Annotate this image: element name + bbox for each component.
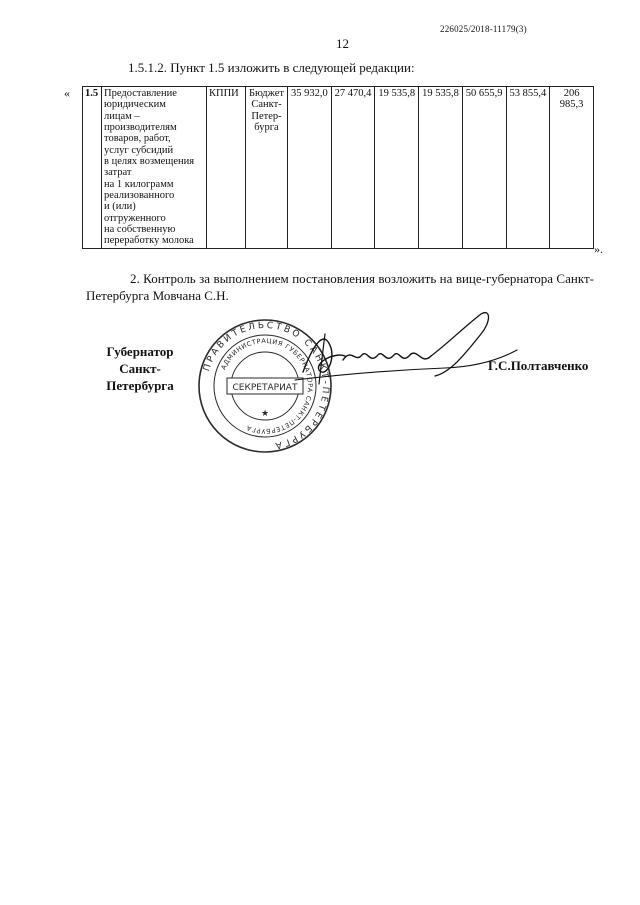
description-line: затрат bbox=[104, 167, 132, 179]
row-executor: КППИ bbox=[207, 87, 246, 249]
governor-title bbox=[86, 344, 194, 395]
description-line: лицам – bbox=[104, 110, 140, 122]
description-line: отгруженного bbox=[104, 212, 166, 224]
row-description bbox=[102, 87, 207, 249]
source-line: Петер- bbox=[251, 110, 282, 122]
amendment-table bbox=[82, 86, 594, 249]
seal-outer-text: ПРАВИТЕЛЬСТВО САНКТ-ПЕТЕРБУРГА bbox=[202, 320, 331, 451]
row-funding-source bbox=[246, 87, 288, 249]
description-line: Предоставление bbox=[104, 88, 177, 99]
opening-quote: « bbox=[64, 86, 70, 100]
table-row bbox=[83, 87, 594, 249]
row-value: 50 655,9 bbox=[462, 87, 506, 249]
row-value: 53 855,4 bbox=[506, 87, 550, 249]
source-line: Бюджет bbox=[248, 88, 285, 99]
row-number: 1.5 bbox=[83, 87, 102, 249]
description-line: и (или) bbox=[104, 201, 136, 213]
seal-star-icon: ★ bbox=[260, 408, 270, 418]
description-line: товаров, работ, bbox=[104, 133, 171, 145]
source-line: бурга bbox=[254, 121, 279, 133]
description-line: на собственную bbox=[104, 223, 176, 235]
description-line: услуг субсидий bbox=[104, 144, 174, 156]
governor-title-line: Губернатор bbox=[106, 344, 174, 359]
closing-quote: ». bbox=[594, 242, 603, 256]
description-line: реализованного bbox=[104, 189, 175, 201]
row-total: 206 985,3 bbox=[550, 87, 594, 249]
row-value: 19 535,8 bbox=[375, 87, 419, 249]
intro-paragraph: 1.5.1.2. Пункт 1.5 изложить в следующей редакции: bbox=[128, 60, 415, 75]
description-line: переработку молока bbox=[104, 235, 194, 247]
governor-name: Г.С.Полтавченко bbox=[488, 358, 589, 373]
document-id: 226025/2018-11179(3) bbox=[440, 24, 527, 34]
page-number: 12 bbox=[336, 36, 349, 51]
row-value: 27 470,4 bbox=[331, 87, 375, 249]
seal-center-text: СЕКРЕТАРИАТ bbox=[232, 383, 298, 393]
description-line: производителям bbox=[104, 121, 177, 133]
source-line: Санкт- bbox=[251, 99, 282, 111]
control-paragraph: 2. Контроль за выполнением постановления возложить на вице-губернатора Санкт-Петербурга Мовчана С.Н. bbox=[86, 271, 594, 304]
seal-inner-text: АДМИНИСТРАЦИЯ ГУБЕРНАТОРА САНКТ-ПЕТЕРБУРГА bbox=[219, 336, 315, 436]
description-line: на 1 килограмм bbox=[104, 178, 174, 190]
description-line: юридическим bbox=[104, 99, 166, 111]
governor-title-line: Санкт-Петербурга bbox=[106, 360, 174, 393]
description-line: в целях возмещения bbox=[104, 155, 195, 167]
row-value: 19 535,8 bbox=[419, 87, 463, 249]
row-value: 35 932,0 bbox=[288, 87, 332, 249]
